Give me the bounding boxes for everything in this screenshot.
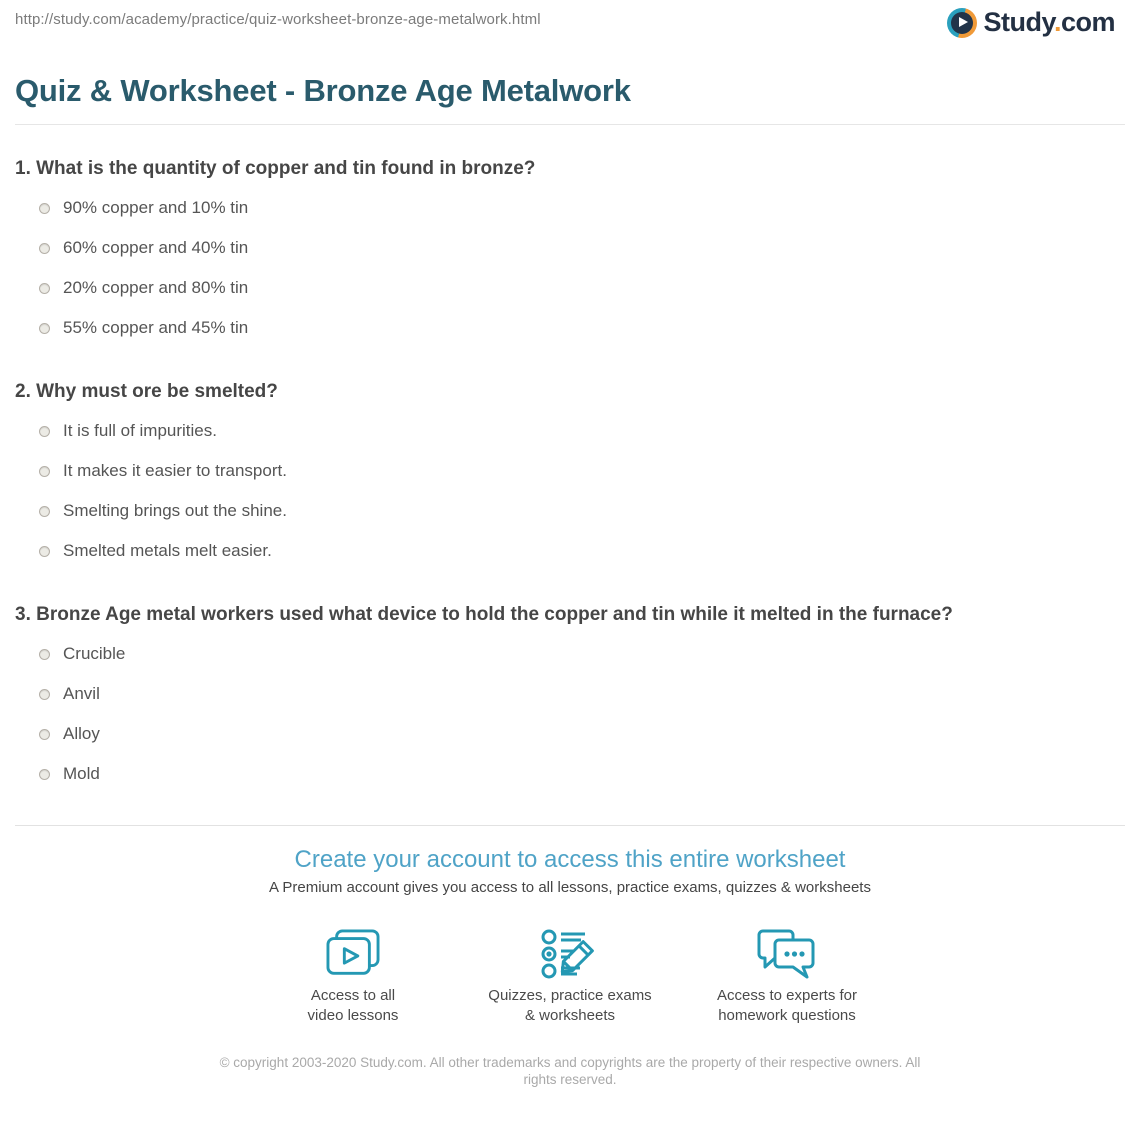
radio-button-icon[interactable] bbox=[39, 506, 50, 517]
cta-heading: Create your account to access this entire worksheet bbox=[294, 846, 846, 873]
option-label: Smelted metals melt easier. bbox=[63, 541, 272, 560]
feature-homework-experts bbox=[679, 928, 896, 1026]
video-lessons-icon bbox=[322, 928, 384, 980]
title-divider bbox=[15, 124, 1125, 125]
question-3-option-4[interactable] bbox=[15, 754, 1125, 794]
feature-caption-line1: Access to experts for bbox=[716, 987, 858, 1004]
copyright-notice: © copyright 2003-2020 Study.com. All other trademarks and copyrights are the property of their respective owners. All rights reserved. bbox=[219, 1055, 921, 1087]
radio-button-icon[interactable] bbox=[39, 546, 50, 557]
radio-button-icon[interactable] bbox=[39, 729, 50, 740]
radio-button-icon[interactable] bbox=[39, 243, 50, 254]
radio-button-icon[interactable] bbox=[39, 323, 50, 334]
page-header bbox=[0, 0, 1140, 48]
radio-button-icon[interactable] bbox=[39, 649, 50, 660]
question-2-option-1[interactable] bbox=[15, 411, 1125, 451]
feature-caption-line1: Quizzes, practice exams bbox=[488, 987, 652, 1004]
question-3-option-1[interactable] bbox=[15, 634, 1125, 674]
study-logo-icon bbox=[947, 8, 977, 38]
logo-dot: . bbox=[1053, 7, 1061, 37]
feature-caption bbox=[717, 986, 857, 1026]
page-title: Quiz & Worksheet - Bronze Age Metalwork bbox=[15, 73, 631, 108]
features-row bbox=[0, 928, 1140, 1026]
radio-button-icon[interactable] bbox=[39, 466, 50, 477]
question-2-option-2[interactable] bbox=[15, 451, 1125, 491]
study-logo bbox=[947, 7, 1115, 38]
question-3-option-3[interactable] bbox=[15, 714, 1125, 754]
question-1-option-4[interactable] bbox=[15, 308, 1125, 348]
feature-quizzes-worksheets bbox=[462, 928, 679, 1026]
radio-button-icon[interactable] bbox=[39, 203, 50, 214]
question-3-options bbox=[15, 634, 1125, 794]
question-1-option-3[interactable] bbox=[15, 268, 1125, 308]
feature-caption-line2: homework questions bbox=[718, 1007, 856, 1024]
quizzes-worksheets-icon bbox=[540, 928, 600, 980]
radio-button-icon[interactable] bbox=[39, 283, 50, 294]
question-2 bbox=[15, 380, 1125, 571]
section-divider bbox=[15, 825, 1125, 826]
option-label: It is full of impurities. bbox=[63, 421, 217, 440]
feature-caption bbox=[488, 986, 651, 1026]
question-1-heading: 1. What is the quantity of copper and tin found in bronze? bbox=[15, 158, 536, 179]
option-label: Mold bbox=[63, 764, 100, 783]
radio-button-icon[interactable] bbox=[39, 769, 50, 780]
question-1 bbox=[15, 157, 1125, 348]
feature-video-lessons bbox=[245, 928, 462, 1026]
question-1-option-1[interactable] bbox=[15, 188, 1125, 228]
study-logo-text bbox=[983, 7, 1115, 38]
radio-button-icon[interactable] bbox=[39, 689, 50, 700]
question-2-option-4[interactable] bbox=[15, 531, 1125, 571]
question-1-option-2[interactable] bbox=[15, 228, 1125, 268]
question-1-options bbox=[15, 188, 1125, 348]
feature-caption-line1: Access to all bbox=[310, 987, 396, 1004]
option-label: 60% copper and 40% tin bbox=[63, 238, 249, 257]
logo-word-com: com bbox=[1060, 7, 1115, 37]
question-3 bbox=[15, 603, 1125, 794]
page-url: http://study.com/academy/practice/quiz-worksheet-bronze-age-metalwork.html bbox=[15, 11, 541, 28]
option-label: 90% copper and 10% tin bbox=[63, 198, 249, 217]
play-triangle-icon bbox=[959, 17, 968, 27]
question-2-heading: 2. Why must ore be smelted? bbox=[15, 381, 278, 402]
option-label: Crucible bbox=[63, 644, 126, 663]
feature-caption bbox=[308, 986, 399, 1026]
option-label: Smelting brings out the shine. bbox=[63, 501, 287, 520]
question-2-option-3[interactable] bbox=[15, 491, 1125, 531]
option-label: 55% copper and 45% tin bbox=[63, 318, 249, 337]
homework-experts-icon bbox=[755, 928, 819, 980]
option-label: 20% copper and 80% tin bbox=[63, 278, 249, 297]
option-label: It makes it easier to transport. bbox=[63, 461, 287, 480]
option-label: Alloy bbox=[63, 724, 100, 743]
cta-subtitle: A Premium account gives you access to all lessons, practice exams, quizzes & worksheets bbox=[269, 879, 871, 896]
logo-word-study: Study bbox=[983, 7, 1054, 37]
question-3-option-2[interactable] bbox=[15, 674, 1125, 714]
feature-caption-line2: video lessons bbox=[307, 1007, 399, 1024]
feature-caption-line2: & worksheets bbox=[524, 1007, 616, 1024]
question-2-options bbox=[15, 411, 1125, 571]
option-label: Anvil bbox=[63, 684, 100, 703]
question-3-heading: 3. Bronze Age metal workers used what device to hold the copper and tin while it melted in the furnace? bbox=[15, 604, 953, 625]
radio-button-icon[interactable] bbox=[39, 426, 50, 437]
